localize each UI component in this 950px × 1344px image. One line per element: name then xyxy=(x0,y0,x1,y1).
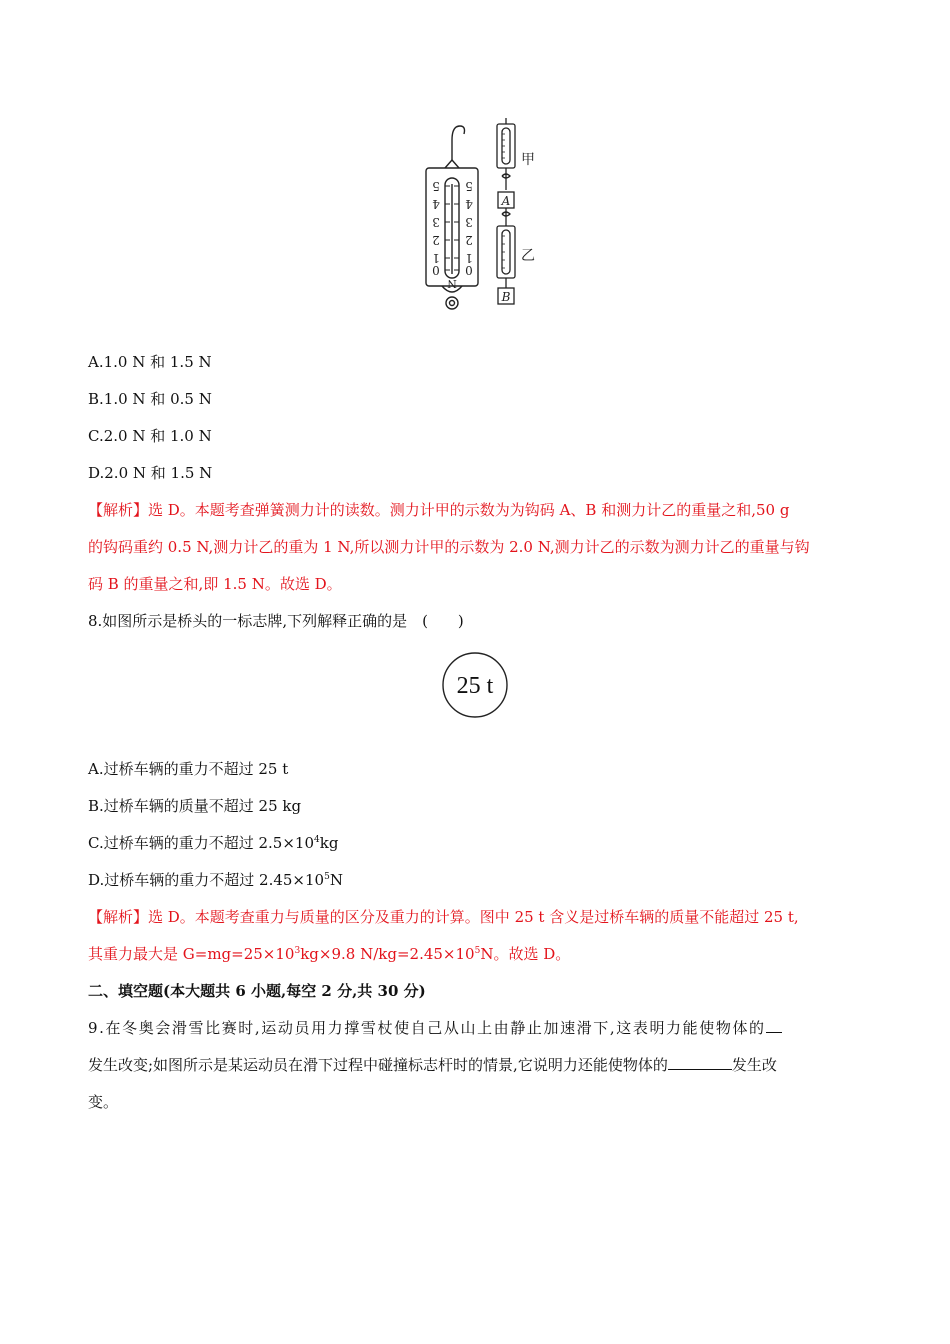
block-b-label: B xyxy=(501,290,511,304)
scale-right-number: 3 xyxy=(465,215,473,229)
q8-option-c xyxy=(88,833,868,853)
q8-analysis-part: N。故选 D。 xyxy=(480,945,571,963)
q8-option-b: B.过桥车辆的质量不超过 25 kg xyxy=(88,797,302,815)
q9-line2-end: 发生改 xyxy=(731,1056,777,1074)
spring-scales-figure xyxy=(420,118,550,313)
scale-left-number: 2 xyxy=(432,233,440,247)
scale-right-number: 4 xyxy=(465,197,473,211)
q8-analysis-part: 其重力最大是 G=mg=25×10 xyxy=(88,945,295,963)
pointer-label: N xyxy=(447,277,457,290)
q9-line xyxy=(88,1018,868,1038)
sign-text: 25 t xyxy=(456,673,494,699)
q9-line: 变。 xyxy=(88,1093,119,1111)
scale-right-number: 1 xyxy=(465,251,473,265)
q9-line xyxy=(88,1055,868,1075)
q9-blank-1[interactable] xyxy=(766,1018,782,1033)
q8-option-c-text: C.过桥车辆的重力不超过 2.5×10 xyxy=(88,834,314,852)
label-jia: 甲 xyxy=(521,152,535,168)
q7-option-c: C.2.0 N 和 1.0 N xyxy=(88,427,212,445)
q7-option-a: A.1.0 N 和 1.5 N xyxy=(88,353,212,371)
label-yi: 乙 xyxy=(521,248,535,264)
q8-option-a: A.过桥车辆的重力不超过 25 t xyxy=(88,760,289,778)
q7-analysis-line: 【解析】选 D。本题考查弹簧测力计的读数。测力计甲的示数为为钩码 A、B 和测力计乙的重量之和,50 g xyxy=(88,501,790,519)
q8-analysis-line: 【解析】选 D。本题考查重力与质量的区分及重力的计算。图中 25 t 含义是过桥车辆的质量不能超过 25 t, xyxy=(88,908,799,926)
q7-option-d: D.2.0 N 和 1.5 N xyxy=(88,464,213,482)
scale-right-number: 5 xyxy=(465,179,473,193)
q8-analysis-line xyxy=(88,944,868,964)
q8-option-c-unit: kg xyxy=(319,834,339,852)
q9-blank-2[interactable] xyxy=(668,1055,732,1070)
scale-right-number: 0 xyxy=(465,264,473,278)
scale-left-number: 5 xyxy=(432,179,440,193)
q9-line1-text: 9.在冬奥会滑雪比赛时,运动员用力撑雪杖使自己从山上由静止加速滑下,这表明力能使物体的 xyxy=(88,1019,766,1037)
q8-option-c-exponent: 4 xyxy=(314,835,320,845)
scale-left-number: 0 xyxy=(432,264,440,278)
scale-left-number: 4 xyxy=(432,197,440,211)
bridge-weight-sign xyxy=(440,650,510,720)
block-a-label: A xyxy=(501,194,511,208)
q8-option-d-unit: N xyxy=(329,871,343,889)
section-2-title: 二、填空题(本大题共 6 小题,每空 2 分,共 30 分) xyxy=(88,982,426,1000)
q7-analysis-line: 码 B 的重量之和,即 1.5 N。故选 D。 xyxy=(88,575,342,593)
q8-option-d-text: D.过桥车辆的重力不超过 2.45×10 xyxy=(88,871,325,889)
q8-analysis-exponent: 3 xyxy=(294,946,301,956)
q7-analysis-line: 的钩码重约 0.5 N,测力计乙的重为 1 N,所以测力计甲的示数为 2.0 N,测力计乙的示数为测力计乙的重量与钩 xyxy=(88,538,810,556)
q8-stem: 8.如图所示是桥头的一标志牌,下列解释正确的是 ( ) xyxy=(88,612,464,630)
q8-option-d-exponent: 5 xyxy=(324,872,330,882)
scale-left-number: 3 xyxy=(432,215,440,229)
scale-left-number: 1 xyxy=(432,251,440,265)
scale-right-number: 2 xyxy=(465,233,473,247)
q7-option-b: B.1.0 N 和 0.5 N xyxy=(88,390,212,408)
q9-line2-text: 发生改变;如图所示是某运动员在滑下过程中碰撞标志杆时的情景,它说明力还能使物体的 xyxy=(88,1056,668,1074)
q8-analysis-part: kg×9.8 N/kg=2.45×10 xyxy=(300,945,475,963)
q8-option-d xyxy=(88,870,868,890)
q8-analysis-exponent: 5 xyxy=(474,946,481,956)
